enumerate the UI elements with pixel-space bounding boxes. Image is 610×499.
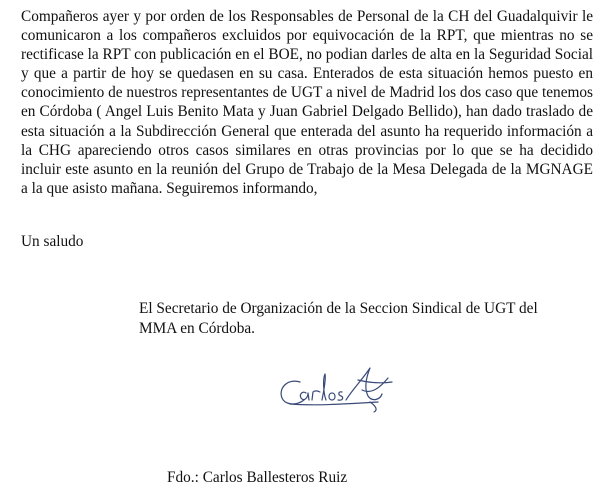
signed-by: Fdo.: Carlos Ballesteros Ruiz — [167, 469, 348, 486]
signatory-title — [139, 299, 589, 339]
letter-body: Compañeros ayer y por orden de los Responsables de Personal de la CH del Guadalquivir le comunicaron a los compañeros excluidos por equivocación de la RPT, que mientras no se rectificase la RPT con publicación en el BOE, no podian darles de alta en la Seguridad Social y que a partir de hoy se quedasen en su casa. Enterados de esta situación hemos puesto en conocimiento de nuestros representantes de UGT a nivel de Madrid los dos caso que tenemos en Córdoba ( Angel Luis Benito Mata y Juan Gabriel Delgado Bellido), han dado traslado de esta situación a la Subdirección General que enterada del asunto ha requerido información a la CHG apareciendo otros casos similares en otras provincias por lo que se ha decidido incluir este asunto en la reunión del Grupo de Trabajo de la Mesa Delegada de la MGNAGE a la que asisto mañana. Seguiremos informando, — [21, 8, 593, 197]
handwritten-signature — [270, 360, 410, 420]
greeting: Un saludo — [21, 233, 84, 250]
signatory-title-line-2: MMA en Córdoba. — [139, 320, 255, 337]
signatory-title-line-1: El Secretario de Organización de la Seccion Sindical de UGT del — [139, 300, 538, 317]
